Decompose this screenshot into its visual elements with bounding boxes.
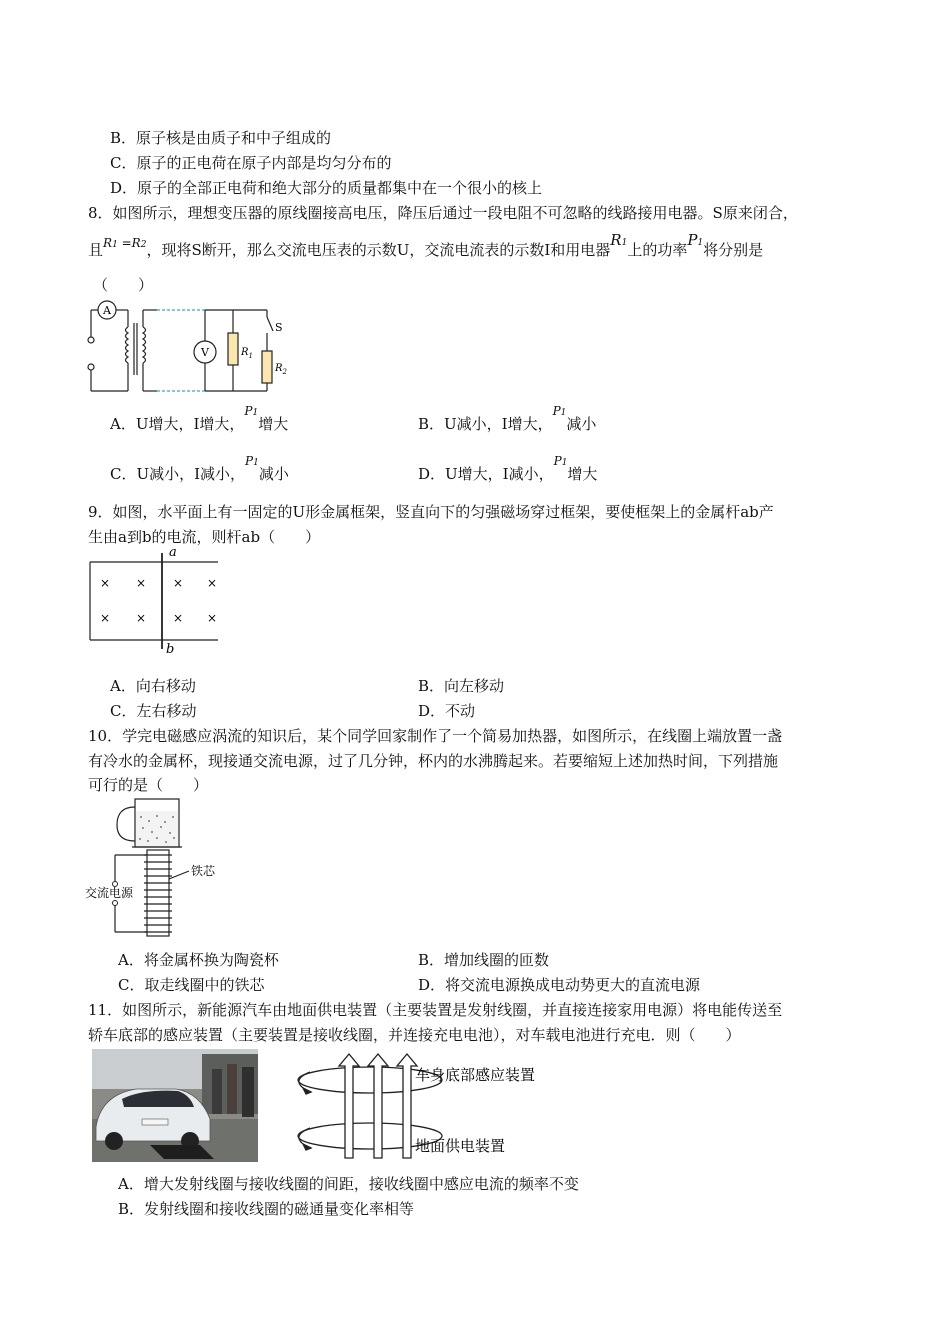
q11-option-b: B．发射线圈和接收线圈的磁通量变化率相等 (118, 1200, 415, 1218)
q10-option-a: A．将金属杯换为陶瓷杯 (118, 951, 279, 969)
q8-stem-line2 (88, 231, 764, 263)
p1-symbol: P1 (687, 231, 704, 249)
field-cross-mark: × (135, 576, 147, 590)
q8-stem-and: 且 (88, 241, 104, 259)
q7-option-c: C．原子的正电荷在原子内部是均匀分布的 (110, 154, 392, 172)
q8-stem-text: ，现将S断开，那么交流电压表的示数U，交流电流表的示数I和用电器 (146, 241, 611, 259)
ground-transmitter-label: 地面供电装置 (415, 1137, 506, 1155)
q9-option-d: D．不动 (418, 702, 476, 720)
u-frame-magnetic-field-figure (85, 545, 225, 657)
q8-stem-end: 将分别是 (703, 241, 764, 259)
field-cross-mark: × (172, 611, 184, 625)
wireless-charging-coils-diagram (292, 1050, 557, 1162)
q9-option-b: B．向左移动 (418, 677, 505, 695)
q10-stem-line3: 可行的是（ ） (88, 776, 209, 794)
iron-core-label: 铁芯 (191, 864, 216, 878)
r1-equals-r2-formula: R1 =R2 (103, 236, 147, 250)
q8-option-a: A．U增大，I增大，$^{P1}$增大 (110, 404, 289, 433)
q8-option-d: D．U增大，I减小，$^{P1}$增大 (418, 454, 598, 483)
field-cross-mark: × (99, 576, 111, 590)
transformer-circuit-figure (85, 295, 295, 400)
ac-source-label: 交流电源 (85, 886, 134, 900)
q11-stem-line2: 轿车底部的感应装置（主要装置是接收线圈，并连接充电电池），对车载电池进行充电．则（ ） (88, 1026, 741, 1044)
q7-option-b: B．原子核是由质子和中子组成的 (110, 129, 332, 147)
ammeter-label: A (103, 304, 111, 317)
vehicle-receiver-label: 车身底部感应装置 (415, 1066, 536, 1084)
q11-option-a: A．增大发射线圈与接收线圈的间距，接收线圈中感应电流的频率不变 (118, 1175, 579, 1193)
voltmeter-label: V (201, 346, 209, 359)
r1-label: $R_1$ (241, 347, 253, 360)
q8-option-b: B．U减小，I增大，$^{P1}$减小 (418, 404, 597, 433)
q10-option-c: C．取走线圈中的铁芯 (118, 976, 265, 994)
ev-charging-photo (92, 1049, 258, 1162)
q9-stem-line1: 9．如图，水平面上有一固定的U形金属框架，竖直向下的匀强磁场穿过框架，要使框架上的金属杆ab产 (88, 503, 774, 521)
r1-symbol: R1 (610, 231, 628, 249)
q8-answer-bracket: （ ） (93, 276, 154, 294)
field-cross-mark: × (206, 576, 218, 590)
induction-heater-figure (85, 795, 235, 940)
q9-option-a: A．向右移动 (110, 677, 196, 695)
field-cross-mark: × (206, 611, 218, 625)
q10-stem-line1: 10．学完电磁感应涡流的知识后，某个同学回家制作了一个简易加热器，如图所示，在线圈上端放置一盏 (88, 727, 783, 745)
rod-end-a-label: a (169, 545, 177, 560)
q10-stem-line2: 有冷水的金属杯，现接通交流电源，过了几分钟，杯内的水沸腾起来。若要缩短上述加热时间，下列措施 (88, 752, 779, 770)
field-cross-mark: × (99, 611, 111, 625)
r2-label: $R_2$ (275, 363, 287, 376)
q9-option-c: C．左右移动 (110, 702, 197, 720)
switch-s-label: S (275, 321, 283, 334)
field-cross-mark: × (172, 576, 184, 590)
q10-option-b: B．增加线圈的匝数 (418, 951, 550, 969)
q7-option-d: D．原子的全部正电荷和绝大部分的质量都集中在一个很小的核上 (110, 179, 543, 197)
q11-stem-line1: 11．如图所示，新能源汽车由地面供电装置（主要装置是发射线圈，并直接连接家用电源）将电能传送至 (88, 1001, 783, 1019)
rod-end-b-label: b (166, 642, 175, 657)
q9-stem-line2: 生由a到b的电流，则杆ab（ ） (88, 528, 321, 546)
q8-stem-power: 上的功率 (627, 241, 688, 259)
q8-option-c: C．U减小，I减小，$^{P1}$减小 (110, 454, 289, 483)
field-cross-mark: × (135, 611, 147, 625)
q8-stem-line1: 8．如图所示，理想变压器的原线圈接高电压，降压后通过一段电阻不可忽略的线路接用电器。S原来闭合， (88, 204, 798, 222)
q10-option-d: D．将交流电源换成电动势更大的直流电源 (418, 976, 701, 994)
